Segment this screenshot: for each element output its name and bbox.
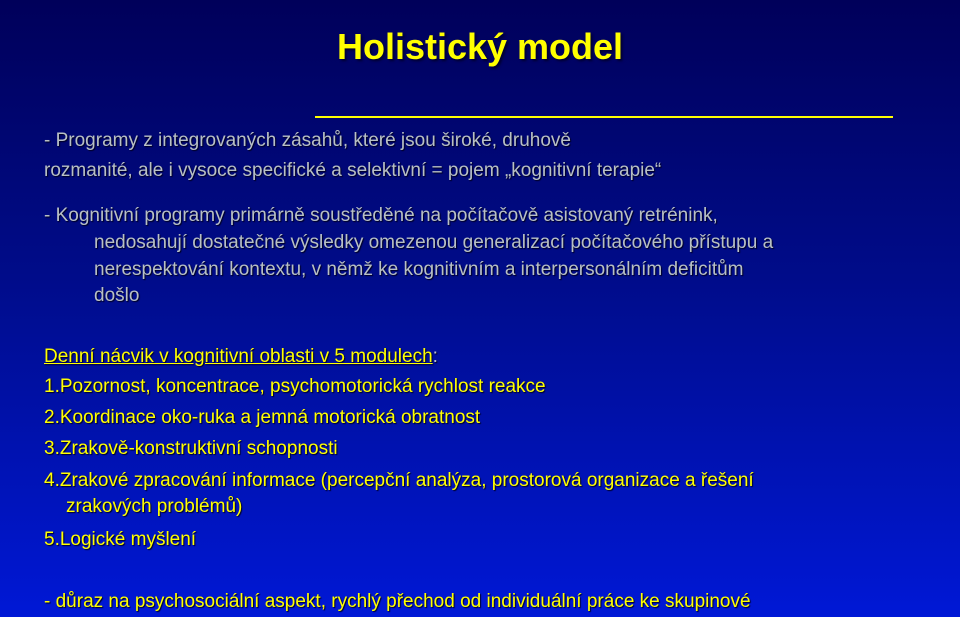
title-underline bbox=[315, 116, 893, 118]
para2-line1: - Kognitivní programy primárně soustředěné na počítačově asistovaný retrénink, bbox=[44, 205, 718, 226]
modules-heading-row bbox=[44, 344, 438, 370]
module-item-1: 1.Pozornost, koncentrace, psychomotorická rychlost reakce bbox=[44, 376, 546, 397]
modules-heading-colon: : bbox=[432, 346, 438, 367]
slide-title: Holistický model bbox=[336, 26, 624, 67]
para1-line2: rozmanité, ale i vysoce specifické a selektivní = pojem „kognitivní terapie“ bbox=[44, 160, 662, 181]
para2-line2: nedosahují dostatečné výsledky omezenou generalizací počítačového přístupu a bbox=[94, 232, 774, 253]
module-item-5: 5.Logické myšlení bbox=[44, 529, 197, 550]
module-item-2: 2.Koordinace oko-ruka a jemná motorická obratnost bbox=[44, 407, 481, 428]
para2-line4: došlo bbox=[94, 285, 140, 306]
module-item-3: 3.Zrakově-konstruktivní schopnosti bbox=[44, 438, 338, 459]
footer-note: - důraz na psychosociální aspekt, rychlý přechod od individuální práce ke skupinové bbox=[44, 591, 751, 612]
para1-line1: - Programy z integrovaných zásahů, které jsou široké, druhově bbox=[44, 130, 571, 151]
modules-heading: Denní nácvik v kognitivní oblasti v 5 modulech bbox=[44, 346, 433, 367]
module-item-4-line2: zrakových problémů) bbox=[66, 496, 243, 517]
para2-line3: nerespektování kontextu, v němž ke kognitivním a interpersonálním deficitům bbox=[94, 259, 744, 280]
module-item-4-line1: 4.Zrakové zpracování informace (percepční analýza, prostorová organizace a řešení bbox=[44, 470, 754, 491]
